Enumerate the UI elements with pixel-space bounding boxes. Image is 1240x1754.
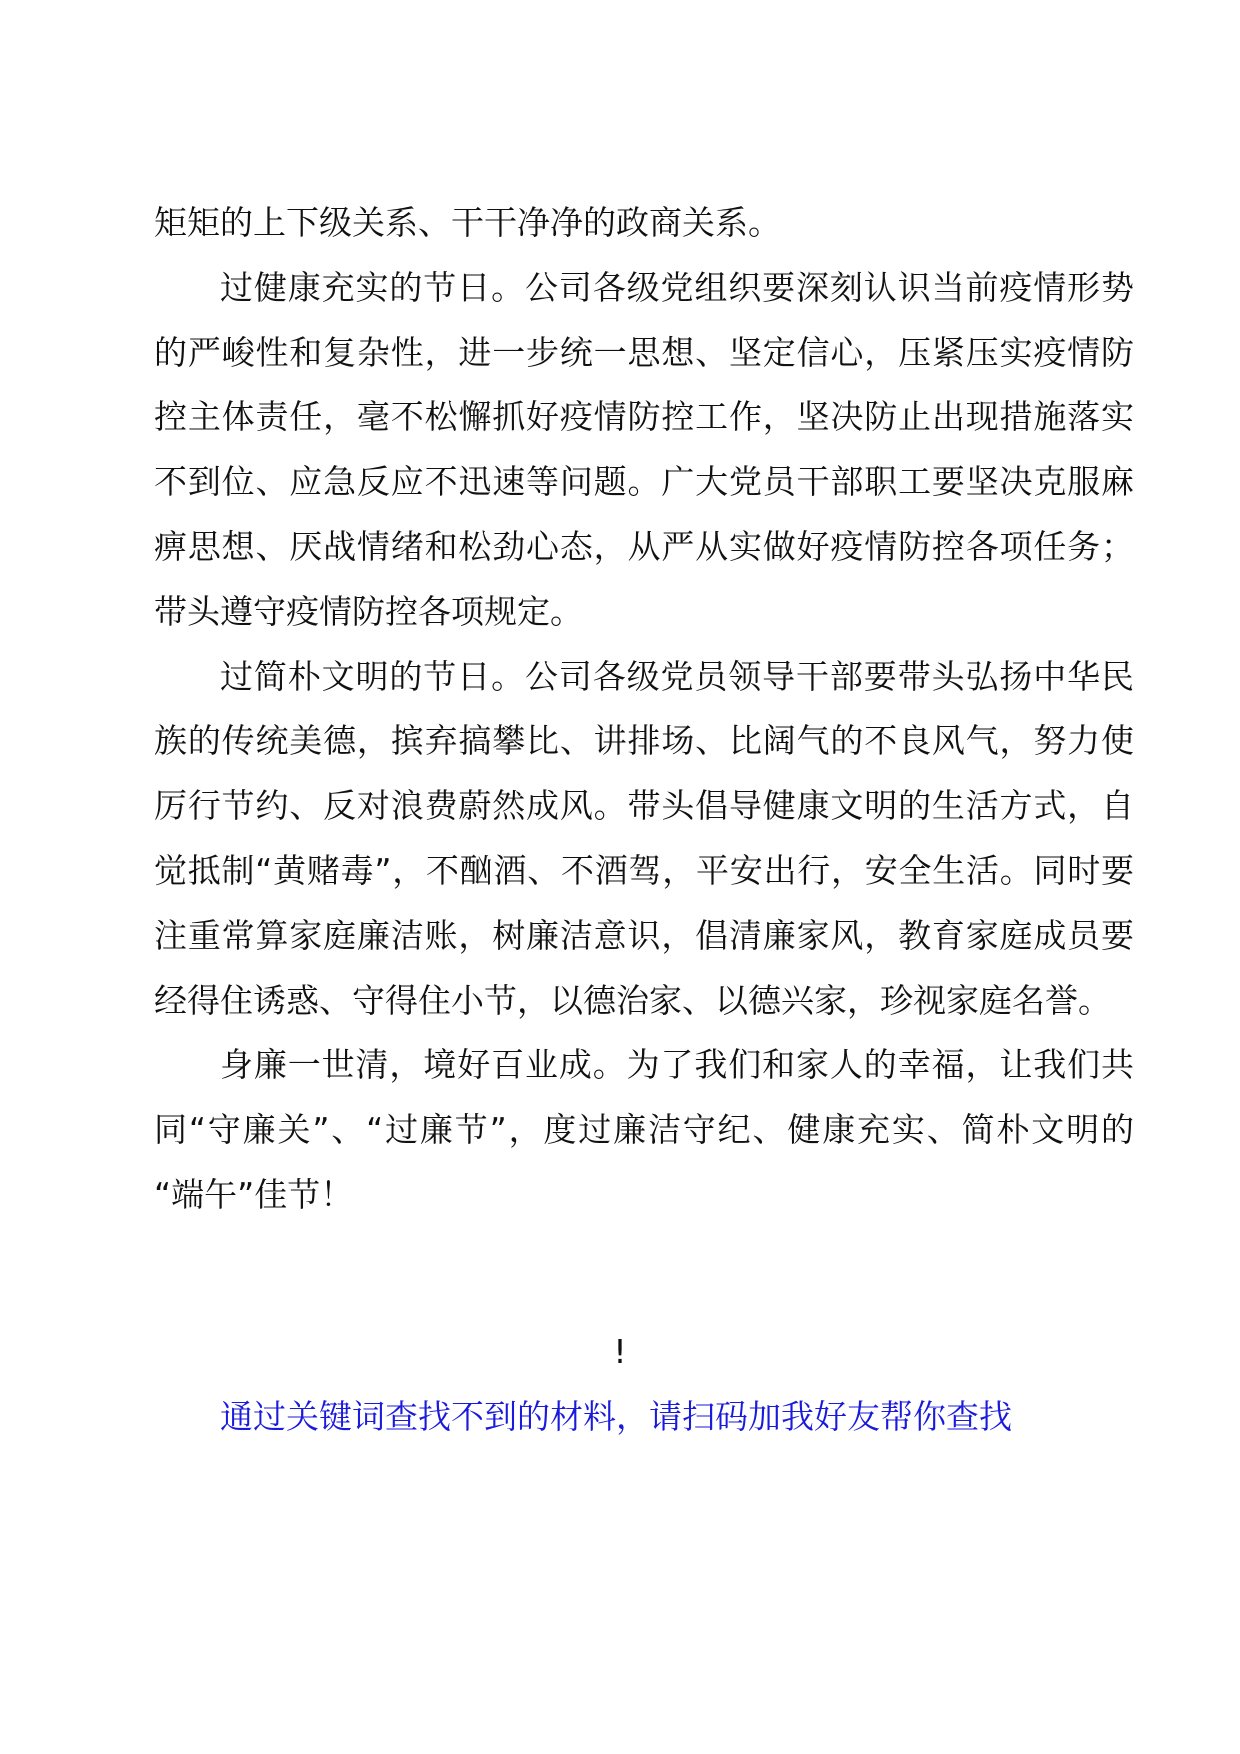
paragraph-simple-holiday: 过简朴文明的节日。公司各级党员领导干部要带头弘扬中华民族的传统美德，摈弃搞攀比、讲排场、比阔气的不良风气，努力使厉行节约、反对浪费蔚然成风。带头倡导健康文明的生活方式，自觉抵制“黄赌毒”，不酗酒、不酒驾，平安出行，安全生活。同时要注重常算家庭廉洁账，树廉洁意识，倡清廉家风，教育家庭成员要经得住诱惑、守得住小节，以德治家、以德兴家，珍视家庭名誉。: [154, 656, 1134, 1020]
paragraph-healthy-holiday: 过健康充实的节日。公司各级党组织要深刻认识当前疫情形势的严峻性和复杂性，进一步统一思想、坚定信心，压紧压实疫情防控主体责任，毫不松懈抓好疫情防控工作，坚决防止出现措施落实不到位、应急反应不迅速等问题。广大党员干部职工要坚决克服麻痹思想、厌战情绪和松劲心态，从严从实做好疫情防控各项任务；带头遵守疫情防控各项规定。: [154, 267, 1134, 631]
paragraph-continued: 矩矩的上下级关系、干干净净的政商关系。: [154, 203, 781, 242]
promo-link[interactable]: 通过关键词查找不到的材料，请扫码加我好友帮你查找: [220, 1397, 1012, 1436]
exclamation-mark: !: [613, 1332, 627, 1371]
document-body: [154, 191, 1134, 1228]
paragraph-closing: 身廉一世清，境好百业成。为了我们和家人的幸福，让我们共同“守廉关”、“过廉节”，度过廉洁守纪、健康充实、简朴文明的 “端午”佳节！: [154, 1045, 1134, 1214]
